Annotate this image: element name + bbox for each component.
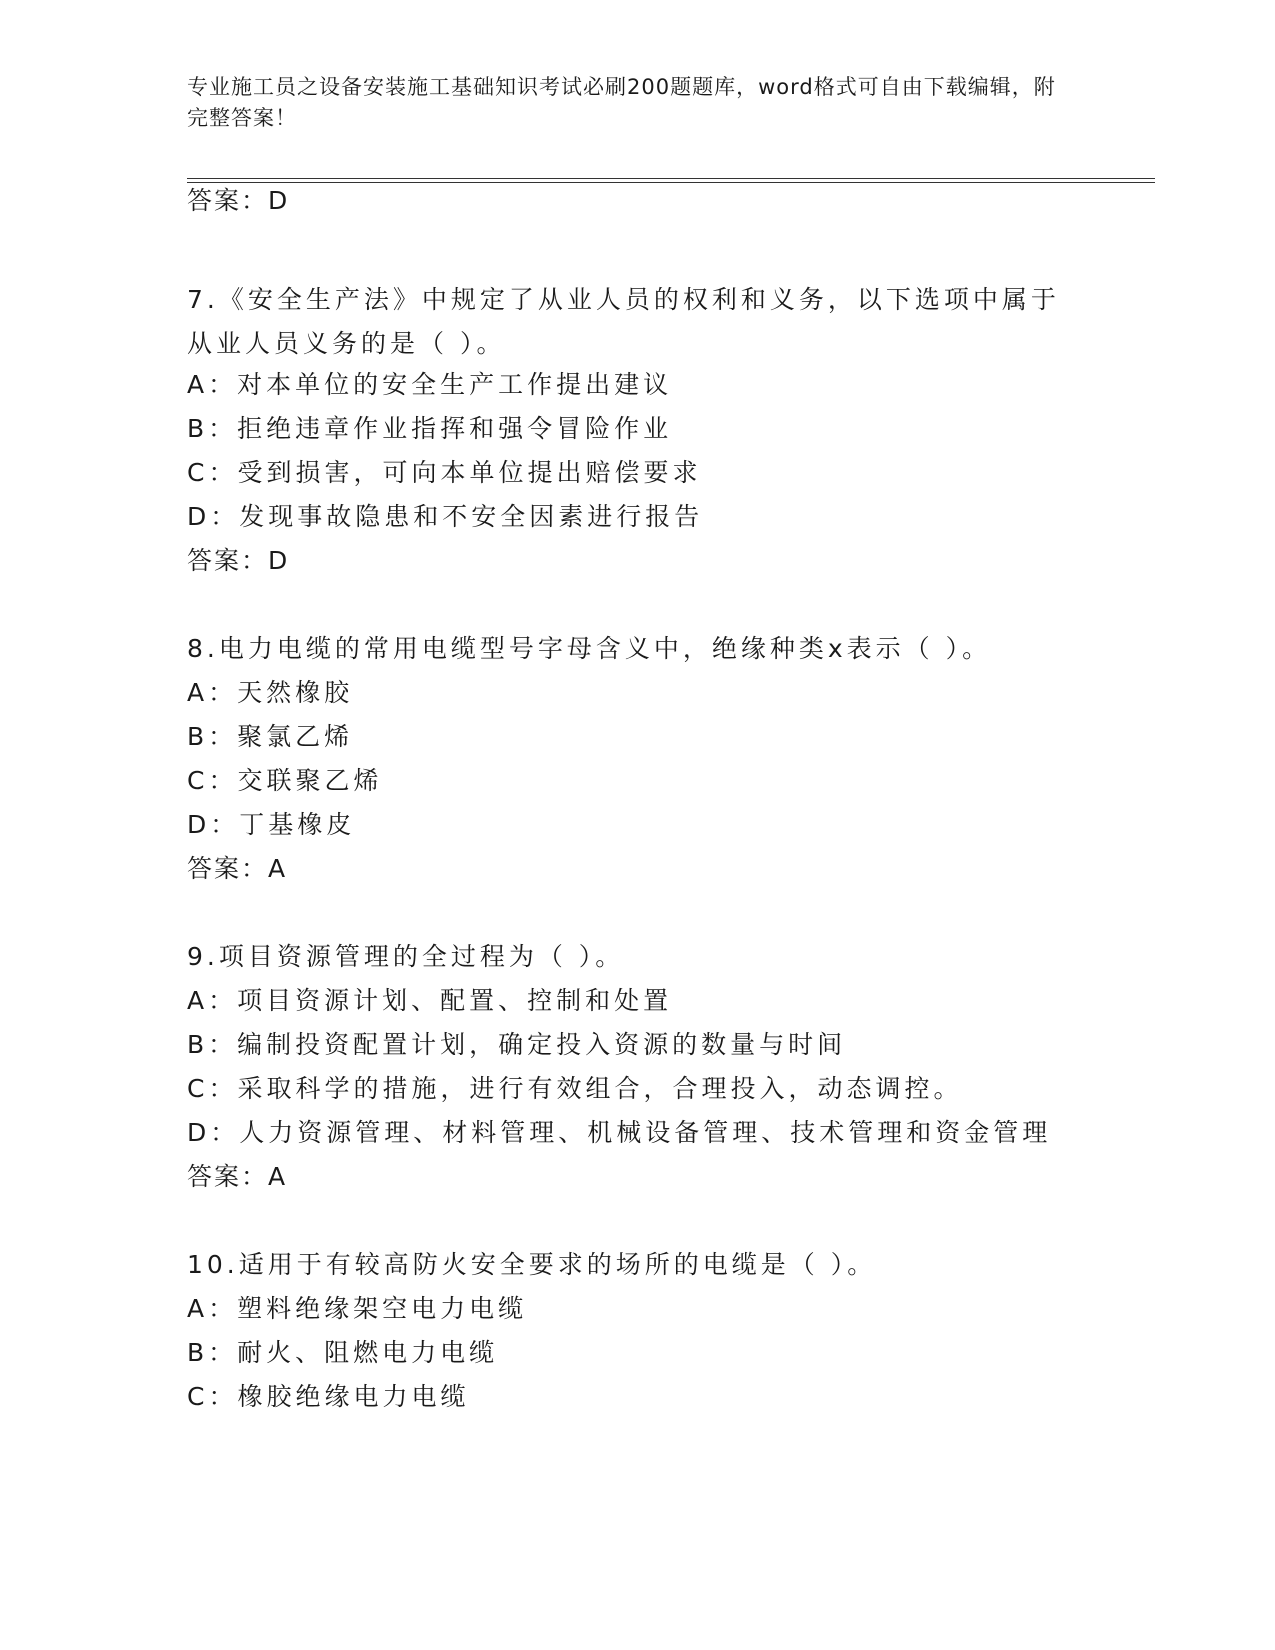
question-8-option-c: C：交联聚乙烯 [187,766,383,795]
question-7-option-c: C：受到损害，可向本单位提出赔偿要求 [187,458,702,487]
question-8-answer: 答案：A [187,854,288,883]
question-9-option-b: B：编制投资配置计划，确定投入资源的数量与时间 [187,1030,847,1059]
question-9-option-a: A：项目资源计划、配置、控制和处置 [187,986,673,1015]
question-10-option-a: A：塑料绝缘架空电力电缆 [187,1294,528,1323]
question-8-option-b: B：聚氯乙烯 [187,722,354,751]
question-10-option-b: B：耐火、阻燃电力电缆 [187,1338,499,1367]
question-7-stem: 7.《安全生产法》中规定了从业人员的权利和义务，以下选项中属于从业人员义务的是（ ）。 [187,285,1060,358]
question-7-option-a: A：对本单位的安全生产工作提出建议 [187,370,673,399]
header-divider [187,178,1155,183]
question-9-stem: 9.项目资源管理的全过程为（ ）。 [187,942,625,971]
question-7-option-d: D：发现事故隐患和不安全因素进行报告 [187,502,704,531]
question-8-option-a: A：天然橡胶 [187,678,354,707]
question-10-option-c: C：橡胶绝缘电力电缆 [187,1382,470,1411]
question-8-option-d: D：丁基橡皮 [187,810,356,839]
answer-previous: 答案：D [187,186,290,215]
question-10-stem: 10.适用于有较高防火安全要求的场所的电缆是（ ）。 [187,1250,877,1279]
question-8-stem: 8.电力电缆的常用电缆型号字母含义中，绝缘种类x表示（ ）。 [187,634,992,663]
question-9-option-d: D：人力资源管理、材料管理、机械设备管理、技术管理和资金管理 [187,1118,1052,1147]
question-7-option-b: B：拒绝违章作业指挥和强令冒险作业 [187,414,673,443]
page-header-text: 专业施工员之设备安装施工基础知识考试必刷200题题库，word格式可自由下载编辑，附完整答案！ [187,75,1056,130]
question-9-option-c: C：采取科学的措施，进行有效组合，合理投入，动态调控。 [187,1074,963,1103]
question-9-answer: 答案：A [187,1162,288,1191]
question-7-answer: 答案：D [187,546,290,575]
